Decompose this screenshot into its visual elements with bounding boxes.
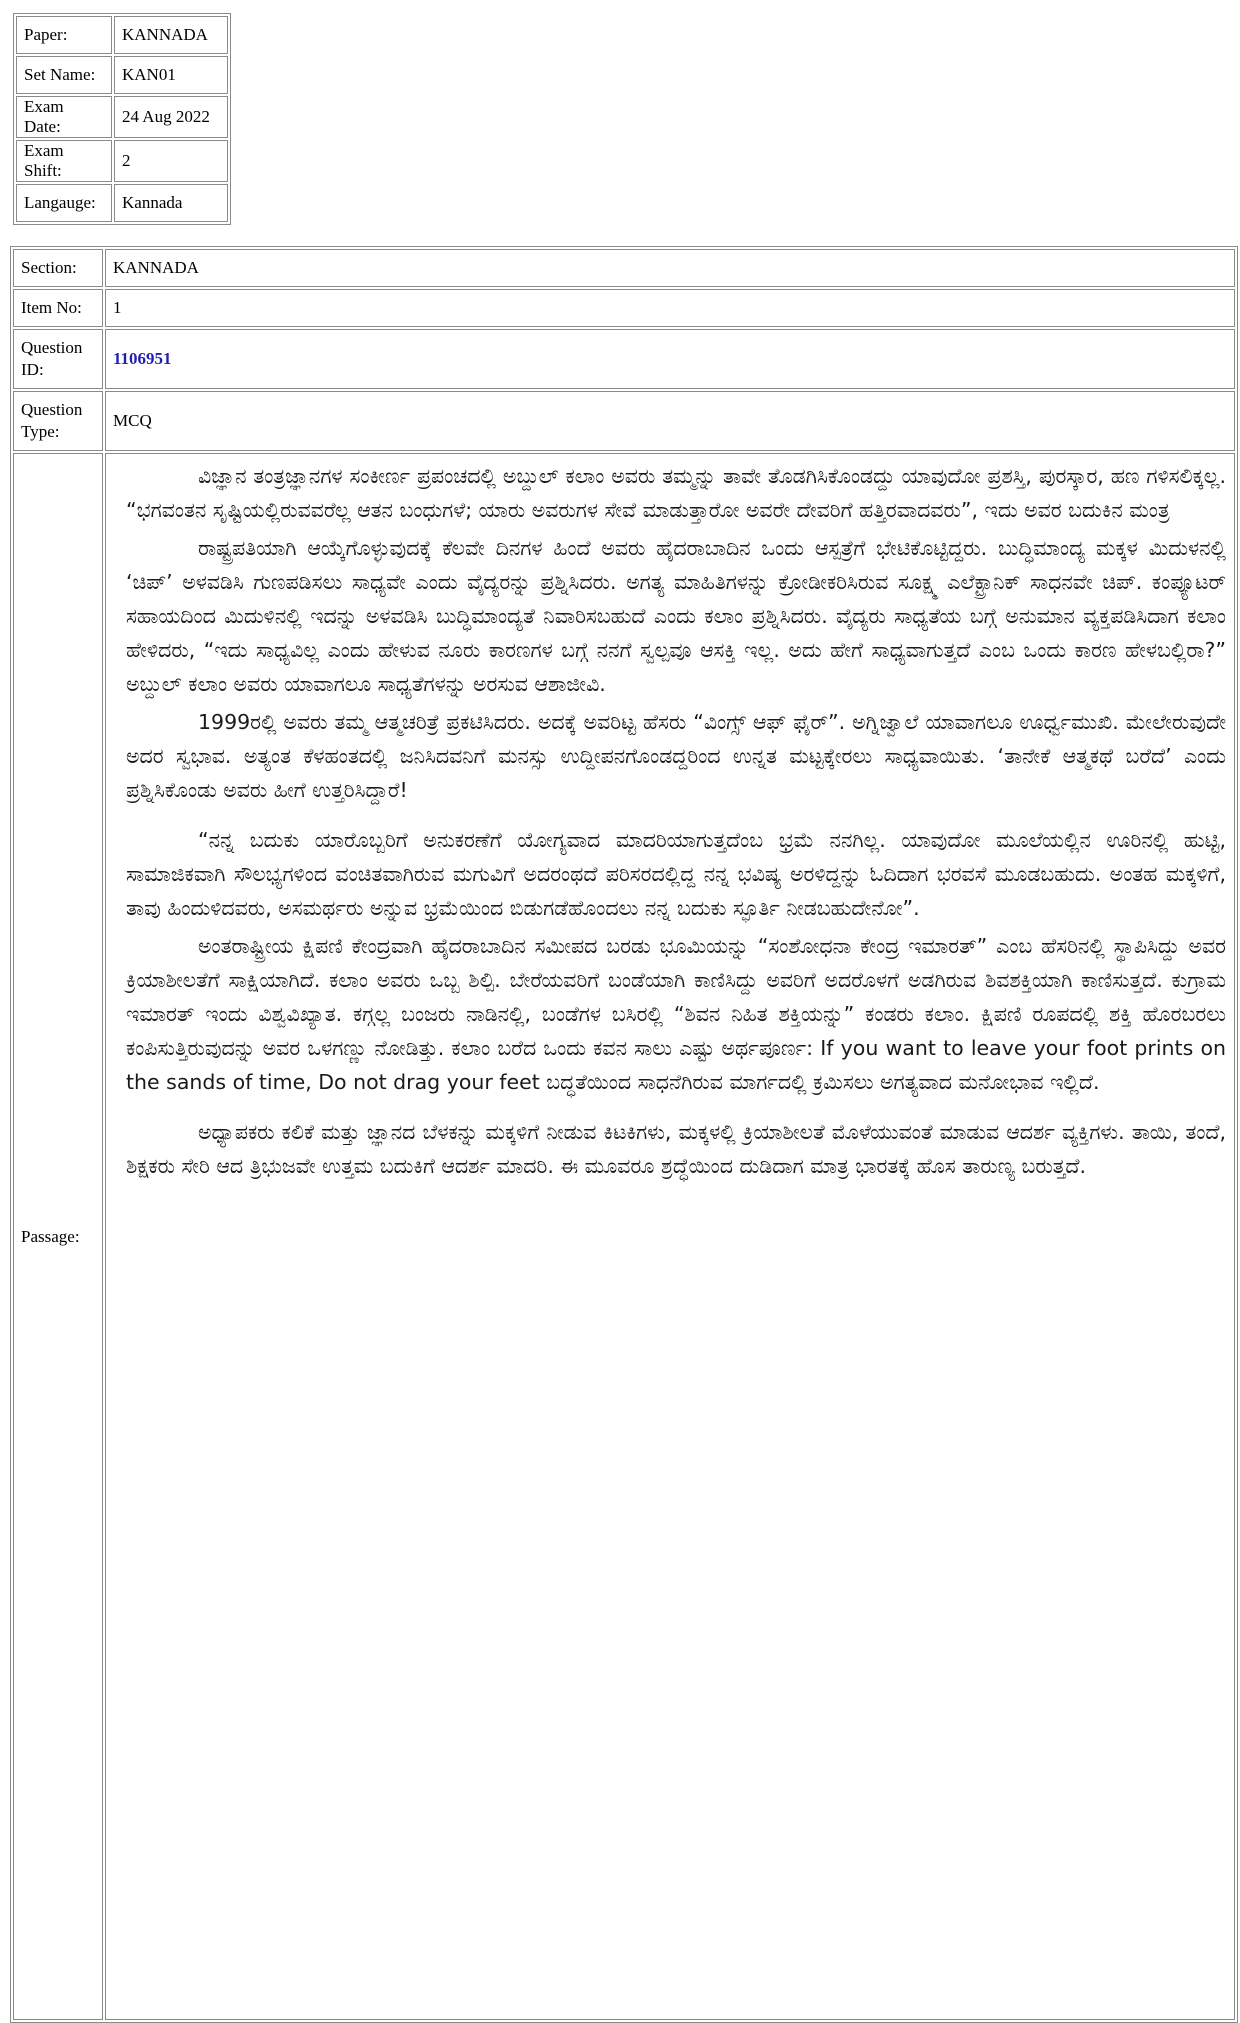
meta-row-exam-date: [16, 96, 228, 138]
section-label: Section:: [13, 249, 103, 287]
question-table: [10, 246, 1238, 2023]
meta-value-paper: KANNADA: [114, 16, 228, 54]
section-value: KANNADA: [105, 249, 1235, 287]
question-id-value: 1106951: [105, 329, 1235, 389]
item-no-label: Item No:: [13, 289, 103, 327]
question-id-label: Question ID:: [13, 329, 103, 389]
passage-paragraph-3: 1999ರಲ್ಲಿ ಅವರು ತಮ್ಮ ಆತ್ಮಚರಿತ್ರೆ ಪ್ರಕಟಿಸಿದರು. ಅದಕ್ಕೆ ಅವರಿಟ್ಟ ಹೆಸರು “ವಿಂಗ್ಸ್ ಆಫ್ ಫೈರ್”. ಅಗ್ನಿಜ್ವಾಲೆ ಯಾವಾಗಲೂ ಊರ್ಧ್ವಮುಖಿ. ಮೇಲೇರುವುದೇ ಅದರ ಸ್ವಭಾವ. ಅತ್ಯಂತ ಕೆಳಹಂತದಲ್ಲಿ ಜನಿಸಿದವನಿಗೆ ಮನಸ್ಸು ಉದ್ದೀಪನಗೊಂಡದ್ದರಿಂದ ಉನ್ನತ ಮಟ್ಟಕ್ಕೇರಲು ಸಾಧ್ಯವಾಯಿತು. ‘ತಾನೇಕೆ ಆತ್ಮಕಥೆ ಬರೆದೆ’ ಎಂದು ಪ್ರಶ್ನಿಸಿಕೊಂಡು ಅವರು ಹೀಗೆ ಉತ್ತರಿಸಿದ್ದಾರೆ!: [126, 710, 1226, 802]
passage-row: [13, 453, 1235, 2020]
question-type-label: Question Type:: [13, 391, 103, 451]
meta-row-language: [16, 184, 228, 222]
item-no-value: 1: [105, 289, 1235, 327]
question-type-value: MCQ: [105, 391, 1235, 451]
meta-value-set-name: KAN01: [114, 56, 228, 94]
question-id-row: [13, 329, 1235, 389]
meta-label-exam-shift: Exam Shift:: [16, 140, 112, 182]
meta-label-set-name: Set Name:: [16, 56, 112, 94]
meta-value-exam-shift: 2: [114, 140, 228, 182]
passage-cell: [105, 453, 1235, 2020]
passage-paragraph-1: ವಿಜ್ಞಾನ ತಂತ್ರಜ್ಞಾನಗಳ ಸಂಕೀರ್ಣ ಪ್ರಪಂಚದಲ್ಲಿ ಅಬ್ದುಲ್ ಕಲಾಂ ಅವರು ತಮ್ಮನ್ನು ತಾವೇ ತೊಡಗಿಸಿಕೊಂಡದ್ದು ಯಾವುದೋ ಪ್ರಶಸ್ತಿ, ಪುರಸ್ಕಾರ, ಹಣ ಗಳಿಸಲಿಕ್ಕಲ್ಲ. “ಭಗವಂತನ ಸೃಷ್ಟಿಯಲ್ಲಿರುವವರೆಲ್ಲ ಆತನ ಬಂಧುಗಳೆ; ಯಾರು ಅವರುಗಳ ಸೇವೆ ಮಾಡುತ್ತಾರೋ ಅವರೇ ದೇವರಿಗೆ ಹತ್ತಿರವಾದವರು”, ಇದು ಅವರ ಬದುಕಿನ ಮಂತ್ರ: [126, 464, 1226, 522]
meta-value-exam-date: 24 Aug 2022: [114, 96, 228, 138]
passage-label: Passage:: [13, 453, 103, 2020]
section-row: [13, 249, 1235, 287]
question-type-row: [13, 391, 1235, 451]
item-row: [13, 289, 1235, 327]
meta-label-language: Langauge:: [16, 184, 112, 222]
meta-row-exam-shift: [16, 140, 228, 182]
meta-row-set-name: [16, 56, 228, 94]
passage-paragraph-6: ಅಧ್ಯಾಪಕರು ಕಲಿಕೆ ಮತ್ತು ಜ್ಞಾನದ ಬೆಳಕನ್ನು ಮಕ್ಕಳಿಗೆ ನೀಡುವ ಕಿಟಕಿಗಳು, ಮಕ್ಕಳಲ್ಲಿ ಕ್ರಿಯಾಶೀಲತೆ ಮೊಳೆಯುವಂತೆ ಮಾಡುವ ಆದರ್ಶ ವ್ಯಕ್ತಿಗಳು. ತಾಯಿ, ತಂದೆ, ಶಿಕ್ಷಕರು ಸೇರಿ ಆದ ತ್ರಿಭುಜವೇ ಉತ್ತಮ ಬದುಕಿಗೆ ಆದರ್ಶ ಮಾದರಿ. ಈ ಮೂವರೂ ಶ್ರದ್ಧೆಯಿಂದ ದುಡಿದಾಗ ಮಾತ್ರ ಭಾರತಕ್ಕೆ ಹೊಸ ತಾರುಣ್ಯ ಬರುತ್ತದೆ.: [126, 1120, 1226, 1178]
passage-text: [126, 459, 1226, 1183]
passage-paragraph-2: ರಾಷ್ಟ್ರಪತಿಯಾಗಿ ಆಯ್ಕೆಗೊಳ್ಳುವುದಕ್ಕೆ ಕೆಲವೇ ದಿನಗಳ ಹಿಂದೆ ಅವರು ಹೈದರಾಬಾದಿನ ಒಂದು ಆಸ್ಪತ್ರೆಗೆ ಭೇಟಿಕೊಟ್ಟಿದ್ದರು. ಬುದ್ಧಿಮಾಂದ್ಯ ಮಕ್ಕಳ ಮಿದುಳನಲ್ಲಿ ‘ಚಿಪ್’ ಅಳವಡಿಸಿ ಗುಣಪಡಿಸಲು ಸಾಧ್ಯವೇ ಎಂದು ವೈದ್ಯರನ್ನು ಪ್ರಶ್ನಿಸಿದರು. ಅಗತ್ಯ ಮಾಹಿತಿಗಳನ್ನು ಕ್ರೋಡೀಕರಿಸಿರುವ ಸೂಕ್ಷ್ಮ ಎಲೆಕ್ಟ್ರಾನಿಕ್ ಸಾಧನವೇ ಚಿಪ್. ಕಂಪ್ಯೂಟರ್ ಸಹಾಯದಿಂದ ಮಿದುಳಿನಲ್ಲಿ ಇದನ್ನು ಅಳವಡಿಸಿ ಬುದ್ಧಿಮಾಂದ್ಯತೆ ನಿವಾರಿಸಬಹುದೆ ಎಂದು ಕಲಾಂ ಪ್ರಶ್ನಿಸಿದರು. ವೈದ್ಯರು ಸಾಧ್ಯತೆಯ ಬಗ್ಗೆ ಅನುಮಾನ ವ್ಯಕ್ತಪಡಿಸಿದಾಗ ಕಲಾಂ ಹೇಳಿದರು, “ಇದು ಸಾಧ್ಯವಿಲ್ಲ ಎಂದು ಹೇಳುವ ನೂರು ಕಾರಣಗಳ ಬಗ್ಗೆ ನನಗೆ ಸ್ವಲ್ಪವೂ ಆಸಕ್ತಿ ಇಲ್ಲ. ಅದು ಹೇಗೆ ಸಾಧ್ಯವಾಗುತ್ತದೆ ಎಂಬ ಒಂದು ಕಾರಣ ಹೇಳಬಲ್ಲಿರಾ?” ಅಬ್ದುಲ್ ಕಲಾಂ ಅವರು ಯಾವಾಗಲೂ ಸಾಧ್ಯತೆಗಳನ್ನು ಅರಸುವ ಆಶಾಜೀವಿ.: [126, 536, 1226, 696]
meta-label-paper: Paper:: [16, 16, 112, 54]
exam-meta-table: [13, 13, 231, 225]
passage-paragraph-5: ಅಂತರಾಷ್ಟ್ರೀಯ ಕ್ಷಿಪಣಿ ಕೇಂದ್ರವಾಗಿ ಹೈದರಾಬಾದಿನ ಸಮೀಪದ ಬರಡು ಭೂಮಿಯನ್ನು “ಸಂಶೋಧನಾ ಕೇಂದ್ರ ಇಮಾರತ್” ಎಂಬ ಹೆಸರಿನಲ್ಲಿ ಸ್ಥಾಪಿಸಿದ್ದು ಅವರ ಕ್ರಿಯಾಶೀಲತೆಗೆ ಸಾಕ್ಷಿಯಾಗಿದೆ. ಕಲಾಂ ಅವರು ಒಬ್ಬ ಶಿಲ್ಪಿ. ಬೇರೆಯವರಿಗೆ ಬಂಡೆಯಾಗಿ ಕಾಣಿಸಿದ್ದು ಅವರಿಗೆ ಅದರೊಳಗೆ ಅಡಗಿರುವ ಶಿವಶಕ್ತಿಯಾಗಿ ಕಾಣಿಸುತ್ತದೆ. ಕುಗ್ರಾಮ ಇಮಾರತ್ ಇಂದು ವಿಶ್ವವಿಖ್ಯಾತ. ಕಗ್ಗಲ್ಲ ಬಂಜರು ನಾಡಿನಲ್ಲಿ, ಬಂಡೆಗಳ ಬಸಿರಲ್ಲಿ “ಶಿವನ ನಿಹಿತ ಶಕ್ತಿಯನ್ನು” ಕಂಡರು ಕಲಾಂ. ಕ್ಷಿಪಣಿ ರೂಪದಲ್ಲಿ ಶಕ್ತಿ ಹೊರಬರಲು ಕಂಪಿಸುತ್ತಿರುವುದನ್ನು ಅವರ ಒಳಗಣ್ಣು ನೋಡಿತ್ತು. ಕಲಾಂ ಬರೆದ ಒಂದು ಕವನ ಸಾಲು ಎಷ್ಟು ಅರ್ಥಪೂರ್ಣ: If you want to leave your foot prints on the sands of time, Do not drag your feet ಬದ್ಧತೆಯಿಂದ ಸಾಧನೆಗಿರುವ ಮಾರ್ಗದಲ್ಲಿ ಕ್ರಮಿಸಲು ಅಗತ್ಯವಾದ ಮನೋಭಾವ ಇಲ್ಲಿದೆ.: [126, 934, 1226, 1094]
meta-value-language: Kannada: [114, 184, 228, 222]
meta-label-exam-date: Exam Date:: [16, 96, 112, 138]
passage-paragraph-4: “ನನ್ನ ಬದುಕು ಯಾರೊಬ್ಬರಿಗೆ ಅನುಕರಣೆಗೆ ಯೋಗ್ಯವಾದ ಮಾದರಿಯಾಗುತ್ತದೆಂಬ ಭ್ರಮೆ ನನಗಿಲ್ಲ. ಯಾವುದೋ ಮೂಲೆಯಲ್ಲಿನ ಊರಿನಲ್ಲಿ ಹುಟ್ಟಿ, ಸಾಮಾಜಿಕವಾಗಿ ಸೌಲಭ್ಯಗಳಿಂದ ವಂಚಿತವಾಗಿರುವ ಮಗುವಿಗೆ ಅದರಂಥದೆ ಪರಿಸರದಲ್ಲಿದ್ದ ನನ್ನ ಭವಿಷ್ಯ ಅರಳಿದ್ದನ್ನು ಓದಿದಾಗ ಭರವಸೆ ಮೂಡಬಹುದು. ಅಂತಹ ಮಕ್ಕಳಿಗೆ, ತಾವು ಹಿಂದುಳಿದವರು, ಅಸಮರ್ಥರು ಅನ್ನುವ ಭ್ರಮೆಯಿಂದ ಬಿಡುಗಡೆಹೊಂದಲು ನನ್ನ ಬದುಕು ಸ್ಫೂರ್ತಿ ನೀಡಬಹುದೇನೋ”.: [126, 828, 1226, 920]
meta-row-paper: [16, 16, 228, 54]
